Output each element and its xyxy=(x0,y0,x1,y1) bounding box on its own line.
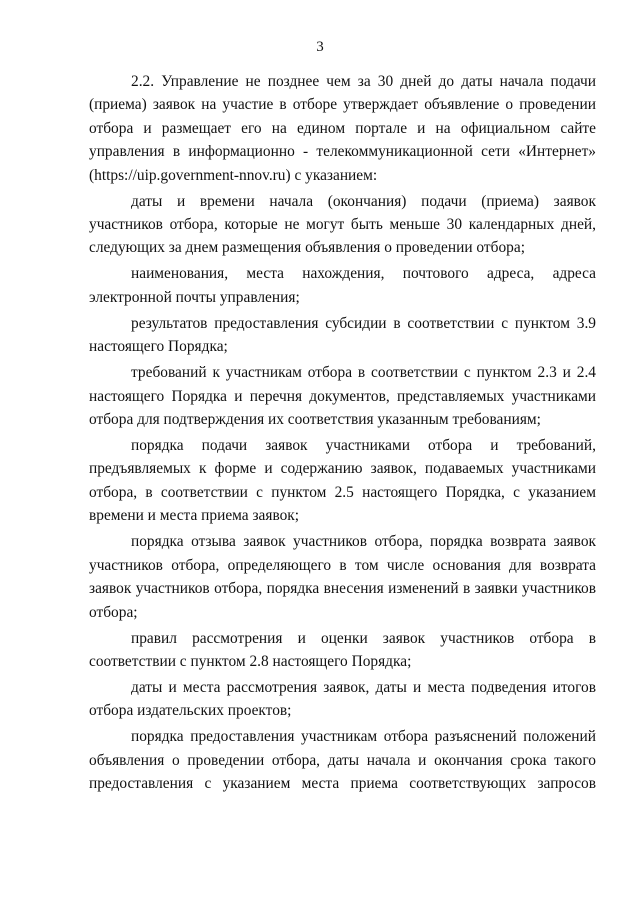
paragraph-subsidy-results: результатов предоставления субсидии в соответствии с пунктом 3.9 настоящего Порядка; xyxy=(89,314,596,356)
paragraph-withdrawal-procedure: порядка отзыва заявок участников отбора, порядка возврата заявок участников отбора, определяющего в том числе основания для возврата заявок участников отбора, порядка внесения изменений в заявки участников отбора; xyxy=(89,533,596,621)
paragraph-name-address: наименования, места нахождения, почтового адреса, адреса электронной почты управления; xyxy=(89,265,596,306)
page-number: 3 xyxy=(316,39,324,55)
paragraph-review-dates: даты и места рассмотрения заявок, даты и места подведения итогов отбора издательских проектов; xyxy=(89,678,596,720)
document-body xyxy=(89,70,596,798)
paragraph-participant-requirements: требований к участникам отбора в соответствии с пунктом 2.3 и 2.4 настоящего Порядка и перечня документов, представляемых участниками отбора для подтверждения их соответствия указанным требованиям; xyxy=(89,364,596,429)
paragraph-application-procedure: порядка подачи заявок участниками отбора и требований, предъявляемых к форме и содержанию заявок, подаваемых участниками отбора, в соответствии с пунктом 2.5 настоящего Порядка, с указанием времени и места приема заявок; xyxy=(89,437,596,525)
paragraph-2-2-intro: 2.2. Управление не позднее чем за 30 дней до даты начала подачи (приема) заявок на участие в отборе утверждает объявление о проведении отбора и размещает его на едином портале и на официальном сайте управления в информационно - телекоммуникационной сети «Интернет» (https://uip.government-nnov.ru) с указанием: xyxy=(89,73,596,184)
paragraph-evaluation-rules: правил рассмотрения и оценки заявок участников отбора в соответствии с пунктом 2.8 настоящего Порядка; xyxy=(89,629,596,670)
paragraph-clarifications: порядка предоставления участникам отбора разъяснений положений объявления о проведении отбора, даты начала и окончания срока такого предоставления с указанием места приема соответствующих запросов xyxy=(89,728,596,793)
paragraph-dates-submission: даты и времени начала (окончания) подачи (приема) заявок участников отбора, которые не могут быть меньше 30 календарных дней, следующих за днем размещения объявления о проведении отбора; xyxy=(89,192,596,257)
